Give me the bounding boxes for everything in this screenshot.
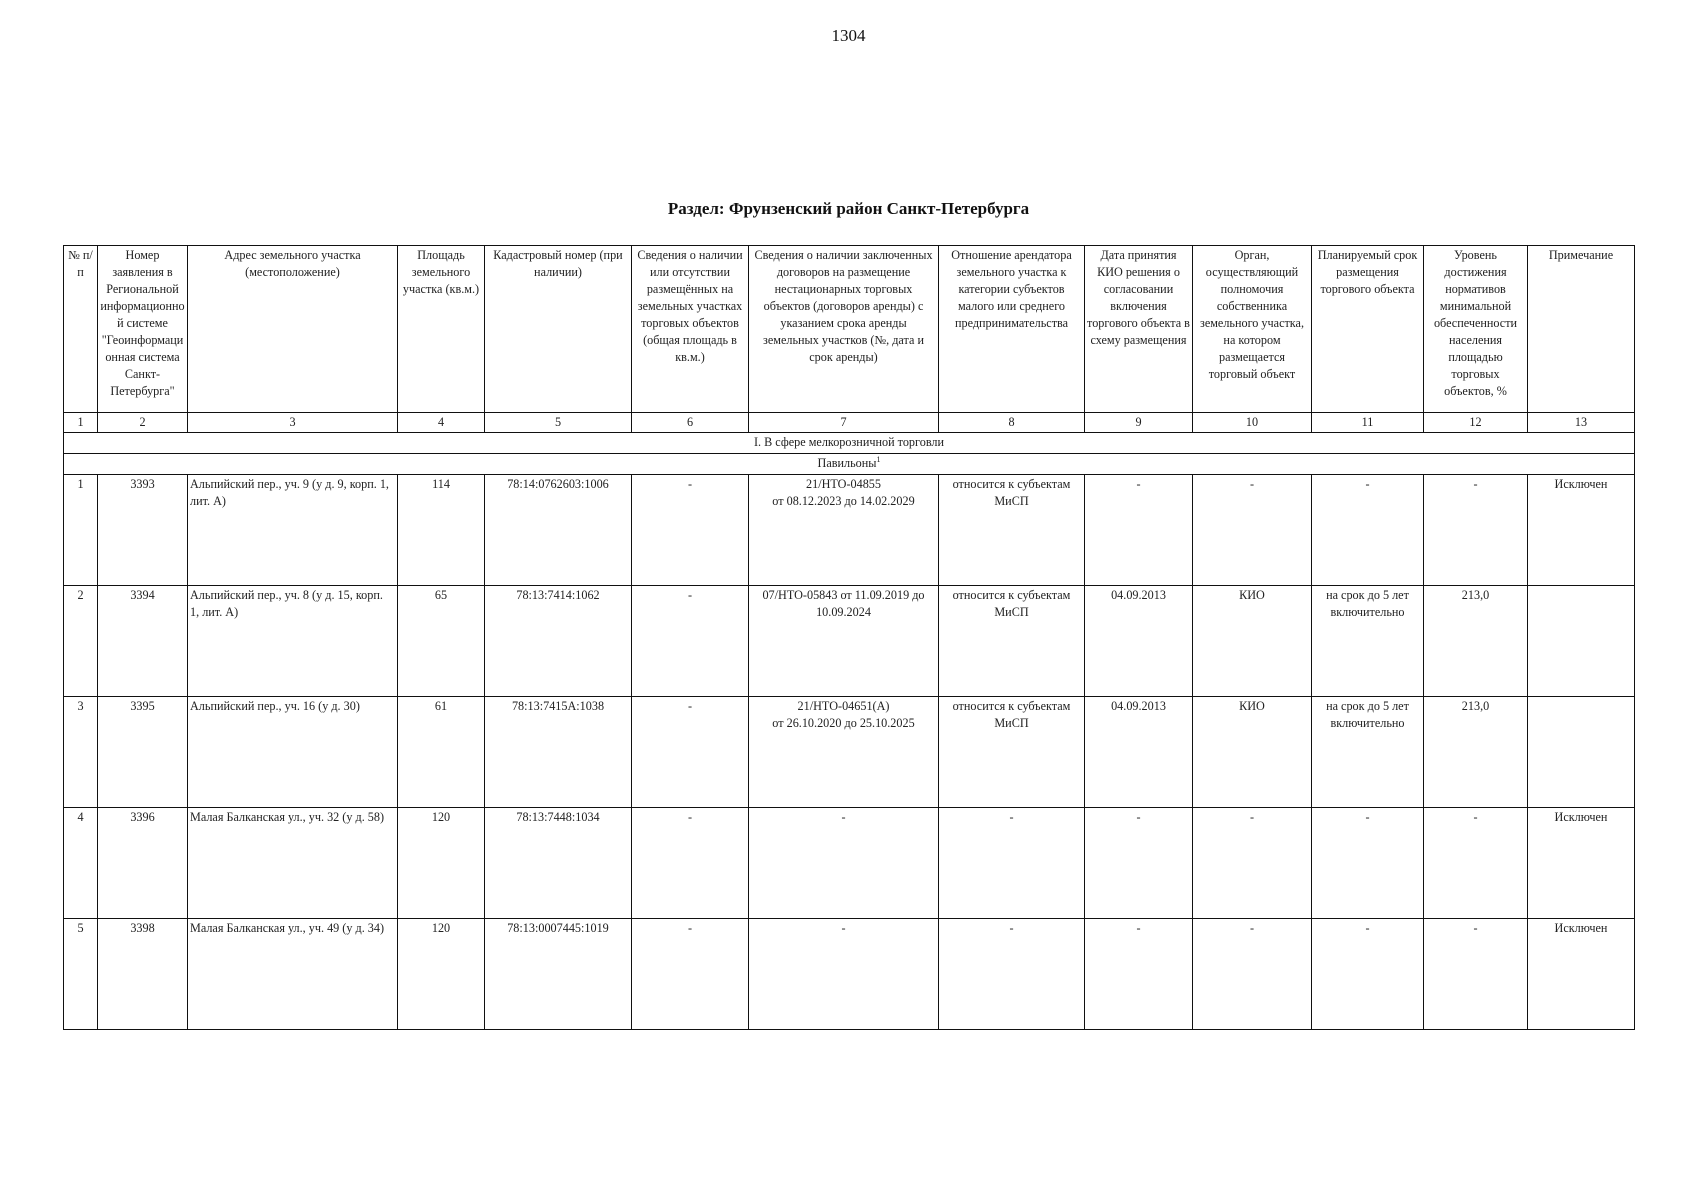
table-row bbox=[64, 808, 1635, 919]
column-number-row bbox=[64, 413, 1635, 433]
table-cell: КИО bbox=[1193, 586, 1312, 697]
table-cell: 78:13:7415А:1038 bbox=[485, 697, 632, 808]
header-cell: Отношение арендатора земельного участка к категории субъектов малого или среднего предпринимательства bbox=[939, 246, 1085, 413]
table-cell: - bbox=[632, 586, 749, 697]
column-number: 1 bbox=[64, 413, 98, 433]
group-row bbox=[64, 433, 1635, 454]
column-number: 10 bbox=[1193, 413, 1312, 433]
column-number: 12 bbox=[1424, 413, 1528, 433]
table-cell: КИО bbox=[1193, 697, 1312, 808]
table-row bbox=[64, 586, 1635, 697]
table-cell: - bbox=[1312, 919, 1424, 1030]
table-cell bbox=[1528, 586, 1635, 697]
registry-table bbox=[63, 245, 1635, 1030]
table-cell: 3394 bbox=[98, 586, 188, 697]
table-cell: - bbox=[1085, 919, 1193, 1030]
table-cell: - bbox=[632, 697, 749, 808]
table-row bbox=[64, 919, 1635, 1030]
column-number: 5 bbox=[485, 413, 632, 433]
table-cell: 3396 bbox=[98, 808, 188, 919]
table-cell: - bbox=[1085, 475, 1193, 586]
table-cell: Малая Балканская ул., уч. 32 (у д. 58) bbox=[188, 808, 398, 919]
table-cell: 3393 bbox=[98, 475, 188, 586]
table-cell: на срок до 5 лет включительно bbox=[1312, 697, 1424, 808]
subgroup-row bbox=[64, 454, 1635, 475]
table-cell: относится к субъектам МиСП bbox=[939, 697, 1085, 808]
table-cell: относится к субъектам МиСП bbox=[939, 475, 1085, 586]
table-cell: - bbox=[1312, 475, 1424, 586]
table-cell: 3395 bbox=[98, 697, 188, 808]
table-cell: 78:13:0007445:1019 bbox=[485, 919, 632, 1030]
table-cell: 04.09.2013 bbox=[1085, 697, 1193, 808]
table-cell: 120 bbox=[398, 919, 485, 1030]
table-cell: 4 bbox=[64, 808, 98, 919]
table-cell: 21/НТО-04651(А) от 26.10.2020 до 25.10.2025 bbox=[749, 697, 939, 808]
table-cell: 213,0 bbox=[1424, 586, 1528, 697]
header-cell: Примечание bbox=[1528, 246, 1635, 413]
table-cell: 07/НТО-05843 от 11.09.2019 до 10.09.2024 bbox=[749, 586, 939, 697]
header-cell: Адрес земельного участка (местоположение) bbox=[188, 246, 398, 413]
section-title: Раздел: Фрунзенский район Санкт-Петербурга bbox=[667, 199, 1030, 218]
table-cell: - bbox=[939, 808, 1085, 919]
header-cell: Орган, осуществляющий полномочия собственника земельного участка, на котором размещается торговый объект bbox=[1193, 246, 1312, 413]
header-cell: Дата принятия КИО решения о согласовании включения торгового объекта в схему размещения bbox=[1085, 246, 1193, 413]
header-cell: Сведения о наличии или отсутствии размещённых на земельных участках торговых объектов (общая площадь в кв.м.) bbox=[632, 246, 749, 413]
table-cell bbox=[1528, 697, 1635, 808]
table-cell: - bbox=[1424, 919, 1528, 1030]
table-cell: 21/НТО-04855 от 08.12.2023 до 14.02.2029 bbox=[749, 475, 939, 586]
table-cell: Исключен bbox=[1528, 808, 1635, 919]
subgroup-cell bbox=[64, 454, 1635, 475]
column-number: 8 bbox=[939, 413, 1085, 433]
table-cell: Исключен bbox=[1528, 475, 1635, 586]
table-cell: - bbox=[939, 919, 1085, 1030]
table-cell: - bbox=[632, 919, 749, 1030]
header-cell: Сведения о наличии заключенных договоров на размещение нестационарных торговых объектов (договоров аренды) с указанием срока аренды земельных участков (№, дата и срок аренды) bbox=[749, 246, 939, 413]
subgroup-footnote: 1 bbox=[876, 454, 881, 464]
table-cell: - bbox=[1424, 475, 1528, 586]
table-cell: Исключен bbox=[1528, 919, 1635, 1030]
table-cell: 78:13:7448:1034 bbox=[485, 808, 632, 919]
header-cell: № п/п bbox=[64, 246, 98, 413]
table-cell: 2 bbox=[64, 586, 98, 697]
header-cell: Кадастровый номер (при наличии) bbox=[485, 246, 632, 413]
table-cell: относится к субъектам МиСП bbox=[939, 586, 1085, 697]
table-cell: - bbox=[749, 808, 939, 919]
table-cell: - bbox=[1085, 808, 1193, 919]
subgroup-title: Павильоны bbox=[817, 456, 877, 470]
table-cell: 78:13:7414:1062 bbox=[485, 586, 632, 697]
data-rows bbox=[64, 475, 1635, 1030]
table-cell: - bbox=[1312, 808, 1424, 919]
table-cell: 5 bbox=[64, 919, 98, 1030]
header-row bbox=[64, 246, 1635, 413]
column-number: 7 bbox=[749, 413, 939, 433]
column-number: 2 bbox=[98, 413, 188, 433]
header-cell: Планируемый срок размещения торгового объекта bbox=[1312, 246, 1424, 413]
column-number: 13 bbox=[1528, 413, 1635, 433]
table-cell: 04.09.2013 bbox=[1085, 586, 1193, 697]
table-cell: Альпийский пер., уч. 9 (у д. 9, корп. 1, лит. А) bbox=[188, 475, 398, 586]
table-cell: 78:14:0762603:1006 bbox=[485, 475, 632, 586]
header-cell: Уровень достижения нормативов минимальной обеспеченности населения площадью торговых объектов, % bbox=[1424, 246, 1528, 413]
table-cell: - bbox=[1193, 475, 1312, 586]
column-number: 9 bbox=[1085, 413, 1193, 433]
table-cell: Альпийский пер., уч. 8 (у д. 15, корп. 1, лит. А) bbox=[188, 586, 398, 697]
table-cell: 1 bbox=[64, 475, 98, 586]
column-number: 3 bbox=[188, 413, 398, 433]
table-cell: - bbox=[1193, 919, 1312, 1030]
table-row bbox=[64, 475, 1635, 586]
column-number: 11 bbox=[1312, 413, 1424, 433]
table-cell: 3 bbox=[64, 697, 98, 808]
column-number: 6 bbox=[632, 413, 749, 433]
column-number: 4 bbox=[398, 413, 485, 433]
table-cell: - bbox=[749, 919, 939, 1030]
table-cell: - bbox=[632, 808, 749, 919]
table-cell: 213,0 bbox=[1424, 697, 1528, 808]
table-cell: на срок до 5 лет включительно bbox=[1312, 586, 1424, 697]
table-cell: 114 bbox=[398, 475, 485, 586]
table-cell: - bbox=[1424, 808, 1528, 919]
table-row bbox=[64, 697, 1635, 808]
table-cell: - bbox=[632, 475, 749, 586]
table-cell: 65 bbox=[398, 586, 485, 697]
table-cell: 3398 bbox=[98, 919, 188, 1030]
header-cell: Номер заявления в Региональной информационной системе "Геоинформационная система Санкт-Петербурга" bbox=[98, 246, 188, 413]
table-cell: Альпийский пер., уч. 16 (у д. 30) bbox=[188, 697, 398, 808]
group-title: I. В сфере мелкорозничной торговли bbox=[64, 433, 1635, 454]
table-cell: 120 bbox=[398, 808, 485, 919]
table-cell: Малая Балканская ул., уч. 49 (у д. 34) bbox=[188, 919, 398, 1030]
page-number: 1304 bbox=[831, 26, 866, 45]
table-cell: 61 bbox=[398, 697, 485, 808]
table-cell: - bbox=[1193, 808, 1312, 919]
header-cell: Площадь земельного участка (кв.м.) bbox=[398, 246, 485, 413]
